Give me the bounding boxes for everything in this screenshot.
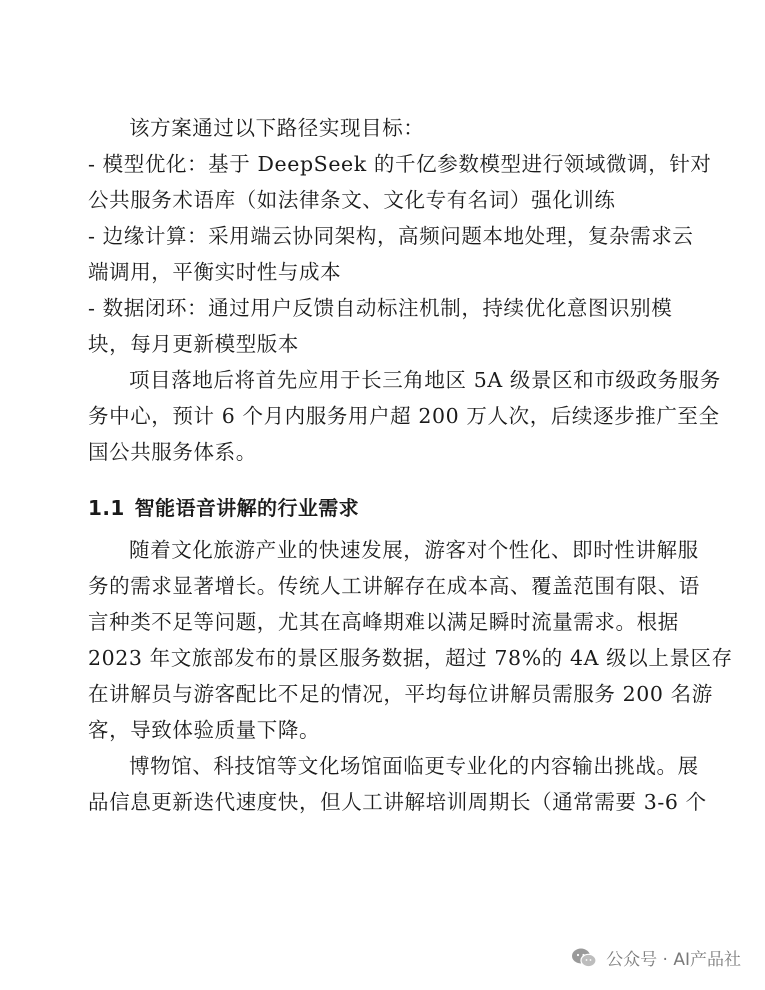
intro-line: 国公共服务体系。 bbox=[88, 440, 257, 464]
intro-line: 项目落地后将首先应用于长三角地区 5A 级景区和市级政务服务 bbox=[129, 368, 721, 392]
intro-line: 务中心，预计 6 个月内服务用户超 200 万人次，后续逐步推广至全 bbox=[88, 404, 720, 428]
body-line: 客，导致体验质量下降。 bbox=[88, 718, 321, 742]
intro-line: - 模型优化：基于 DeepSeek 的千亿参数模型进行领域微调，针对 bbox=[88, 152, 712, 176]
body-line: 随着文化旅游产业的快速发展，游客对个性化、即时性讲解服 bbox=[129, 538, 699, 562]
intro-line: 块，每月更新模型版本 bbox=[88, 332, 299, 356]
wechat-icon bbox=[570, 947, 598, 969]
body-line: 在讲解员与游客配比不足的情况，平均每位讲解员需服务 200 名游 bbox=[88, 682, 713, 706]
document-page bbox=[88, 110, 733, 820]
body-line: 品信息更新迭代速度快，但人工讲解培训周期长（通常需要 3-6 个 bbox=[88, 790, 707, 814]
watermark-text: 公众号 · AI产品社 bbox=[606, 950, 741, 970]
body-line: 博物馆、科技馆等文化场馆面临更专业化的内容输出挑战。展 bbox=[129, 754, 699, 778]
body-line: 务的需求显著增长。传统人工讲解存在成本高、覆盖范围有限、语 bbox=[88, 574, 700, 598]
intro-line: 端调用，平衡实时性与成本 bbox=[88, 260, 342, 284]
intro-line: - 数据闭环：通过用户反馈自动标注机制，持续优化意图识别模 bbox=[88, 296, 673, 320]
body-line: 2023 年文旅部发布的景区服务数据，超过 78%的 4A 级以上景区存 bbox=[88, 646, 733, 670]
body-line: 言种类不足等问题，尤其在高峰期难以满足瞬时流量需求。根据 bbox=[88, 610, 679, 634]
intro-line: - 边缘计算：采用端云协同架构，高频问题本地处理，复杂需求云 bbox=[88, 224, 694, 248]
section-heading bbox=[88, 490, 678, 526]
intro-line: 公共服务术语库（如法律条文、文化专有名词）强化训练 bbox=[88, 188, 616, 212]
section-title: 智能语音讲解的行业需求 bbox=[134, 496, 360, 520]
intro-line: 该方案通过以下路径实现目标： bbox=[129, 116, 425, 140]
section-number: 1.1 bbox=[88, 496, 125, 520]
watermark bbox=[570, 945, 741, 970]
